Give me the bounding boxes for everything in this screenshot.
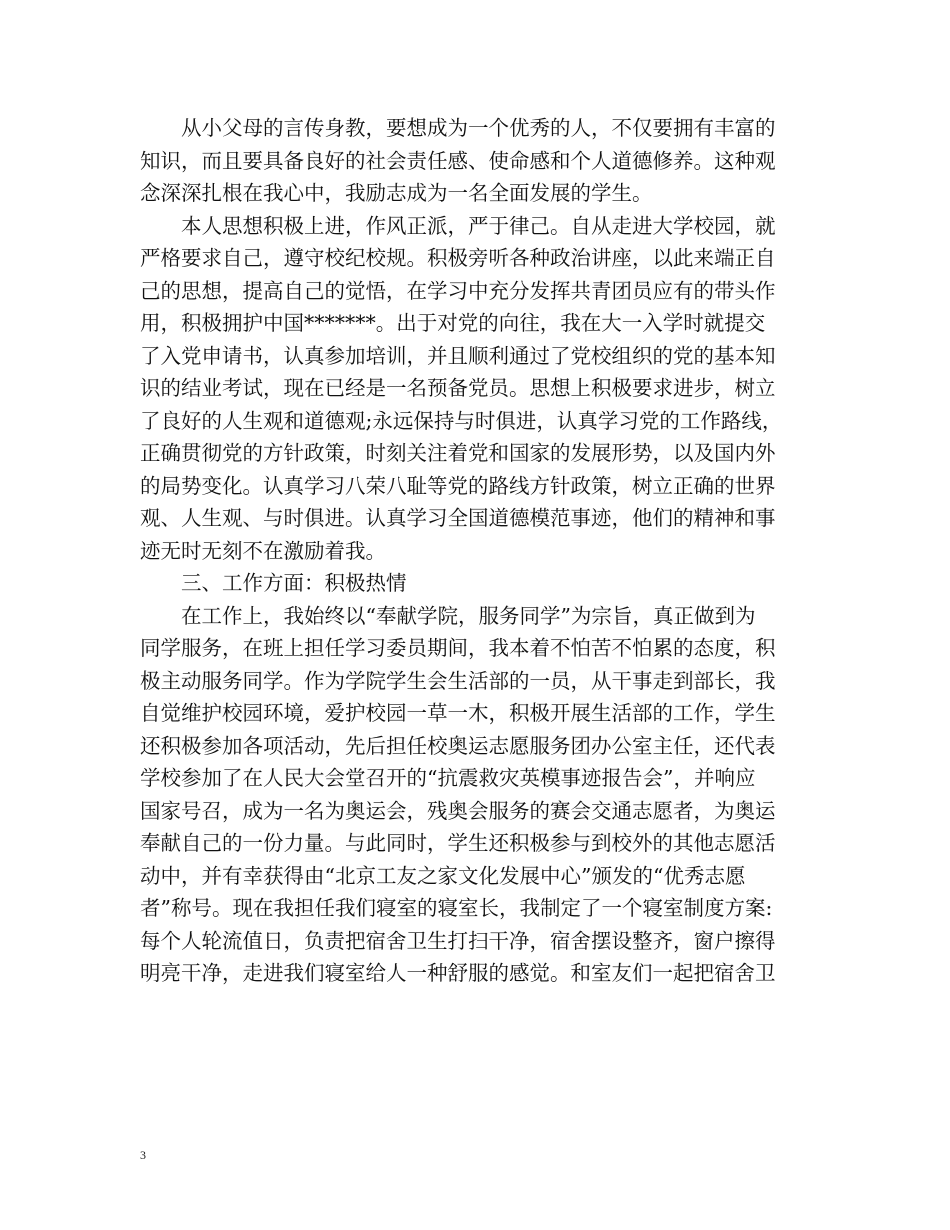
text-line: 识的结业考试，现在已经是一名预备党员。思想上积极要求进步，树立 (140, 376, 776, 400)
text-line: 从小父母的言传身教，要想成为一个优秀的人，不仅要拥有丰富的 (181, 116, 776, 140)
text-line: 明亮干净，走进我们寝室给人一种舒服的感觉。和室友们一起把宿舍卫 (140, 961, 776, 985)
text-line: 极主动服务同学。作为学院学生会生活部的一员，从干事走到部长，我 (140, 668, 776, 693)
text-line: 迹无时无刻不在激励着我。 (140, 538, 386, 563)
text-line: 奉献自己的一份力量。与此同时，学生还积极参与到校外的其他志愿活 (140, 831, 776, 855)
text-line: 正确贯彻党的方针政策，时刻关注着党和国家的发展形势，以及国内外 (140, 441, 776, 465)
text-line: 动中，并有幸获得由“北京工友之家文化发展中心”颁发的“优秀志愿 (140, 863, 746, 888)
text-line: 在工作上，我始终以“奉献学院，服务同学”为宗旨，真正做到为 (181, 603, 756, 628)
text-line: 三、工作方面：积极热情 (181, 571, 407, 595)
text-line: 还积极参加各项活动，先后担任校奥运志愿服务团办公室主任，还代表 (140, 733, 776, 758)
text-line: 的局势变化。认真学习八荣八耻等党的路线方针政策，树立正确的世界 (140, 473, 776, 498)
text-line: 了入党申请书，认真参加培训，并且顺利通过了党校组织的党的基本知 (140, 343, 776, 368)
page-number: 3 (140, 1148, 146, 1162)
text-line: 了良好的人生观和道德观;永远保持与时俱进，认真学习党的工作路线， (140, 408, 783, 433)
text-line: 本人思想积极上进，作风正派，严于律己。自从走进大学校园，就 (181, 213, 776, 238)
text-line: 知识，而且要具备良好的社会责任感、使命感和个人道德修养。这种观 (140, 148, 776, 173)
text-line: 严格要求自己，遵守校纪校规。积极旁听各种政治讲座，以此来端正自 (140, 246, 776, 270)
text-line: 学校参加了在人民大会堂召开的“抗震救灾英模事迹报告会”，并响应 (140, 766, 756, 790)
text-line: 者”称号。现在我担任我们寝室的寝室长，我制定了一个寝室制度方案: (140, 896, 773, 920)
text-line: 国家号召，成为一名为奥运会，残奥会服务的赛会交通志愿者，为奥运 (140, 798, 776, 823)
text-line: 念深深扎根在我心中，我励志成为一名全面发展的学生。 (140, 181, 653, 205)
text-line: 每个人轮流值日，负责把宿舍卫生打扫干净，宿舍摆设整齐，窗户擦得 (140, 928, 776, 953)
text-line: 己的思想，提高自己的觉悟，在学习中充分发挥共青团员应有的带头作 (140, 278, 776, 303)
body-text (140, 112, 822, 990)
text-line: 观、人生观、与时俱进。认真学习全国道德模范事迹，他们的精神和事 (140, 506, 776, 530)
text-line: 用，积极拥护中国*******。出于对党的向往，我在大一入学时就提交 (140, 311, 766, 335)
text-line: 自觉维护校园环境，爱护校园一草一木，积极开展生活部的工作，学生 (140, 701, 776, 725)
text-line: 同学服务，在班上担任学习委员期间，我本着不怕苦不怕累的态度，积 (140, 636, 776, 660)
